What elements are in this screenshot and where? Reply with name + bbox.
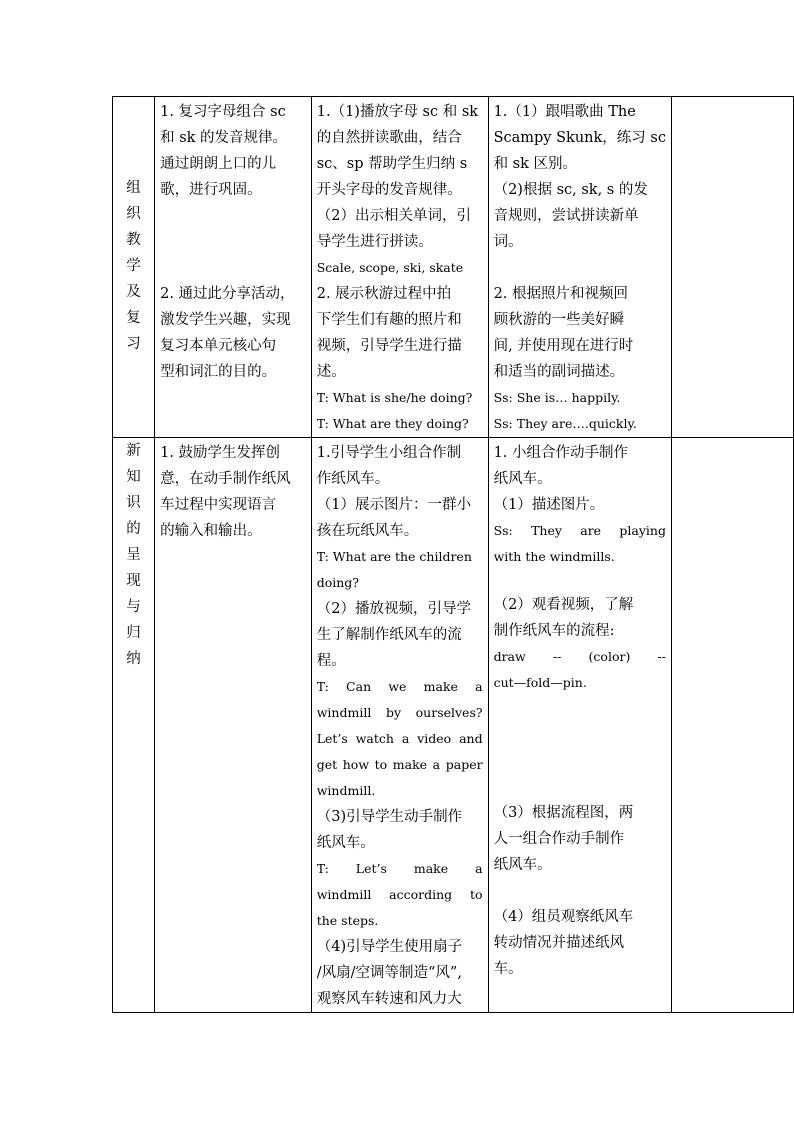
- teacher-line: windmill according to: [316, 887, 483, 902]
- stage-char: 学: [126, 258, 141, 274]
- student-line: 人一组合作动手制作: [493, 831, 625, 847]
- teacher-line: 述。: [316, 364, 346, 380]
- teacher-line: 的自然拼读歌曲，结合: [316, 130, 462, 146]
- student-activity-cell-review: [488, 97, 671, 438]
- table-row-new-knowledge: [113, 438, 794, 1013]
- student-activity-cell-new-knowledge: [488, 438, 671, 1013]
- purpose-line: 意，在动手制作纸风: [160, 471, 291, 487]
- teacher-line: T: What is she/he doing?: [316, 390, 473, 405]
- stage-char: 织: [126, 206, 141, 222]
- teacher-line: 1.（1)播放字母 sc 和 sk: [316, 104, 479, 120]
- table-row-review: [113, 97, 794, 438]
- teacher-line: the steps.: [316, 913, 379, 928]
- student-line: Ss: They are….quickly.: [493, 416, 637, 431]
- teacher-line: （4)引导学生使用扇子: [316, 939, 463, 955]
- stage-char: 纳: [126, 651, 141, 667]
- teacher-line: （2）出示相关单词，引: [316, 208, 471, 224]
- teacher-line: 程。: [316, 653, 346, 669]
- stage-char: 新: [126, 443, 141, 459]
- student-line: 和适当的副词描述。: [493, 364, 625, 380]
- student-line: （1）描述图片。: [493, 497, 605, 513]
- teacher-line: T: Can we make a: [316, 679, 483, 694]
- purpose-line: 车过程中实现语言: [160, 497, 277, 513]
- note-cell-new-knowledge: [671, 438, 793, 1013]
- student-line: 纸风车。: [493, 857, 552, 873]
- student-line: Ss: They are playing: [493, 523, 666, 538]
- teacher-activity-cell-new-knowledge: [311, 438, 488, 1013]
- stage-char: 现: [126, 573, 141, 589]
- purpose-line: 2. 通过此分享活动，: [160, 286, 295, 302]
- student-line: （4）组员观察纸风车: [493, 909, 634, 925]
- teacher-line: 生了解制作纸风车的流: [316, 627, 462, 643]
- teacher-line: windmill by ourselves?: [316, 705, 483, 720]
- student-line: 顾秋游的一些美好瞬: [493, 312, 625, 328]
- student-line: 2. 根据照片和视频回: [493, 286, 629, 302]
- stage-char: 的: [126, 521, 141, 537]
- purpose-line: 型和词汇的目的。: [160, 364, 277, 380]
- stage-char: 及: [126, 284, 141, 300]
- teacher-line: Let’s watch a video and: [316, 731, 483, 746]
- teacher-activity-cell-review: [311, 97, 488, 438]
- student-line: 间, 并使用现在进行时: [493, 338, 634, 354]
- teacher-line: 下学生们有趣的照片和: [316, 312, 462, 328]
- teacher-line: 作纸风车。: [316, 471, 390, 487]
- purpose-line: 复习本单元核心句: [160, 338, 277, 354]
- stage-char: 知: [126, 469, 141, 485]
- teacher-line: 视频，引导学生进行描: [316, 338, 462, 354]
- student-line: 1.（1）跟唱歌曲 The: [493, 104, 636, 120]
- teacher-line: /风扇/空调等制造“风”,: [316, 965, 462, 981]
- student-line: 词。: [493, 234, 523, 250]
- student-line: 1. 小组合作动手制作: [493, 445, 629, 461]
- student-line: （2）观看视频，了解: [493, 597, 634, 613]
- teacher-line: 孩在玩纸风车。: [316, 523, 419, 539]
- teacher-line: （2）播放视频，引导学: [316, 601, 471, 617]
- student-line: 转动情况并描述纸风: [493, 935, 625, 951]
- purpose-line: 歌，进行巩固。: [160, 182, 262, 198]
- stage-cell-review: [113, 97, 155, 438]
- stage-char: 组: [126, 180, 141, 196]
- teacher-line: 观察风车转速和风力大: [316, 991, 462, 1007]
- stage-char: 识: [126, 495, 141, 511]
- note-cell-review: [671, 97, 793, 438]
- student-line: draw -- (color) --: [493, 649, 666, 664]
- purpose-cell-new-knowledge: [155, 438, 312, 1013]
- stage-char: 呈: [126, 547, 141, 563]
- stage-char: 复: [126, 310, 141, 326]
- teacher-line: T: Let’s make a: [316, 861, 483, 876]
- purpose-line: 激发学生兴趣，实现: [160, 312, 291, 328]
- student-line: cut—fold—pin.: [493, 675, 587, 690]
- stage-char: 教: [126, 232, 141, 248]
- teacher-line: 2. 展示秋游过程中拍: [316, 286, 452, 302]
- teacher-line: T: What are they doing?: [316, 416, 469, 431]
- student-line: （2)根据 sc, sk, s 的发: [493, 182, 648, 198]
- purpose-line: 的输入和输出。: [160, 523, 262, 539]
- teacher-line: 1.引导学生小组合作制: [316, 445, 462, 461]
- teacher-line: T: What are the children: [316, 549, 472, 564]
- lesson-plan-table: [112, 96, 794, 1013]
- student-line: 和 sk 区别。: [493, 156, 578, 172]
- teacher-line: 纸风车。: [316, 835, 375, 851]
- teacher-line: Scale, scope, ski, skate: [316, 260, 464, 275]
- teacher-line: doing?: [316, 575, 360, 590]
- student-line: 制作纸风车的流程:: [493, 623, 615, 639]
- teacher-line: 导学生进行拼读。: [316, 234, 433, 250]
- teacher-line: 开头字母的发音规律。: [316, 182, 462, 198]
- teacher-line: windmill.: [316, 783, 376, 798]
- purpose-line: 1. 复习字母组合 sc: [160, 104, 286, 120]
- teacher-line: （3)引导学生动手制作: [316, 809, 463, 825]
- stage-char: 习: [126, 336, 141, 352]
- student-line: Scampy Skunk，练习 sc: [493, 130, 666, 146]
- student-line: 纸风车。: [493, 471, 552, 487]
- purpose-cell-review: [155, 97, 312, 438]
- teacher-line: （1）展示图片：一群小: [316, 497, 471, 513]
- student-line: 音规则，尝试拼读新单: [493, 208, 639, 224]
- student-line: Ss: She is… happily.: [493, 390, 621, 405]
- student-line: 车。: [493, 961, 523, 977]
- stage-cell-new-knowledge: [113, 438, 155, 1013]
- stage-char: 与: [126, 599, 141, 615]
- purpose-line: 通过朗朗上口的儿: [160, 156, 277, 172]
- teacher-line: get how to make a paper: [316, 757, 483, 772]
- student-line: （3）根据流程图，两: [493, 805, 634, 821]
- student-line: with the windmills.: [493, 549, 615, 564]
- purpose-line: 1. 鼓励学生发挥创: [160, 445, 281, 461]
- stage-char: 归: [126, 625, 141, 641]
- teacher-line: sc、sp 帮助学生归纳 s: [316, 156, 468, 172]
- purpose-line: 和 sk 的发音规律。: [160, 130, 288, 146]
